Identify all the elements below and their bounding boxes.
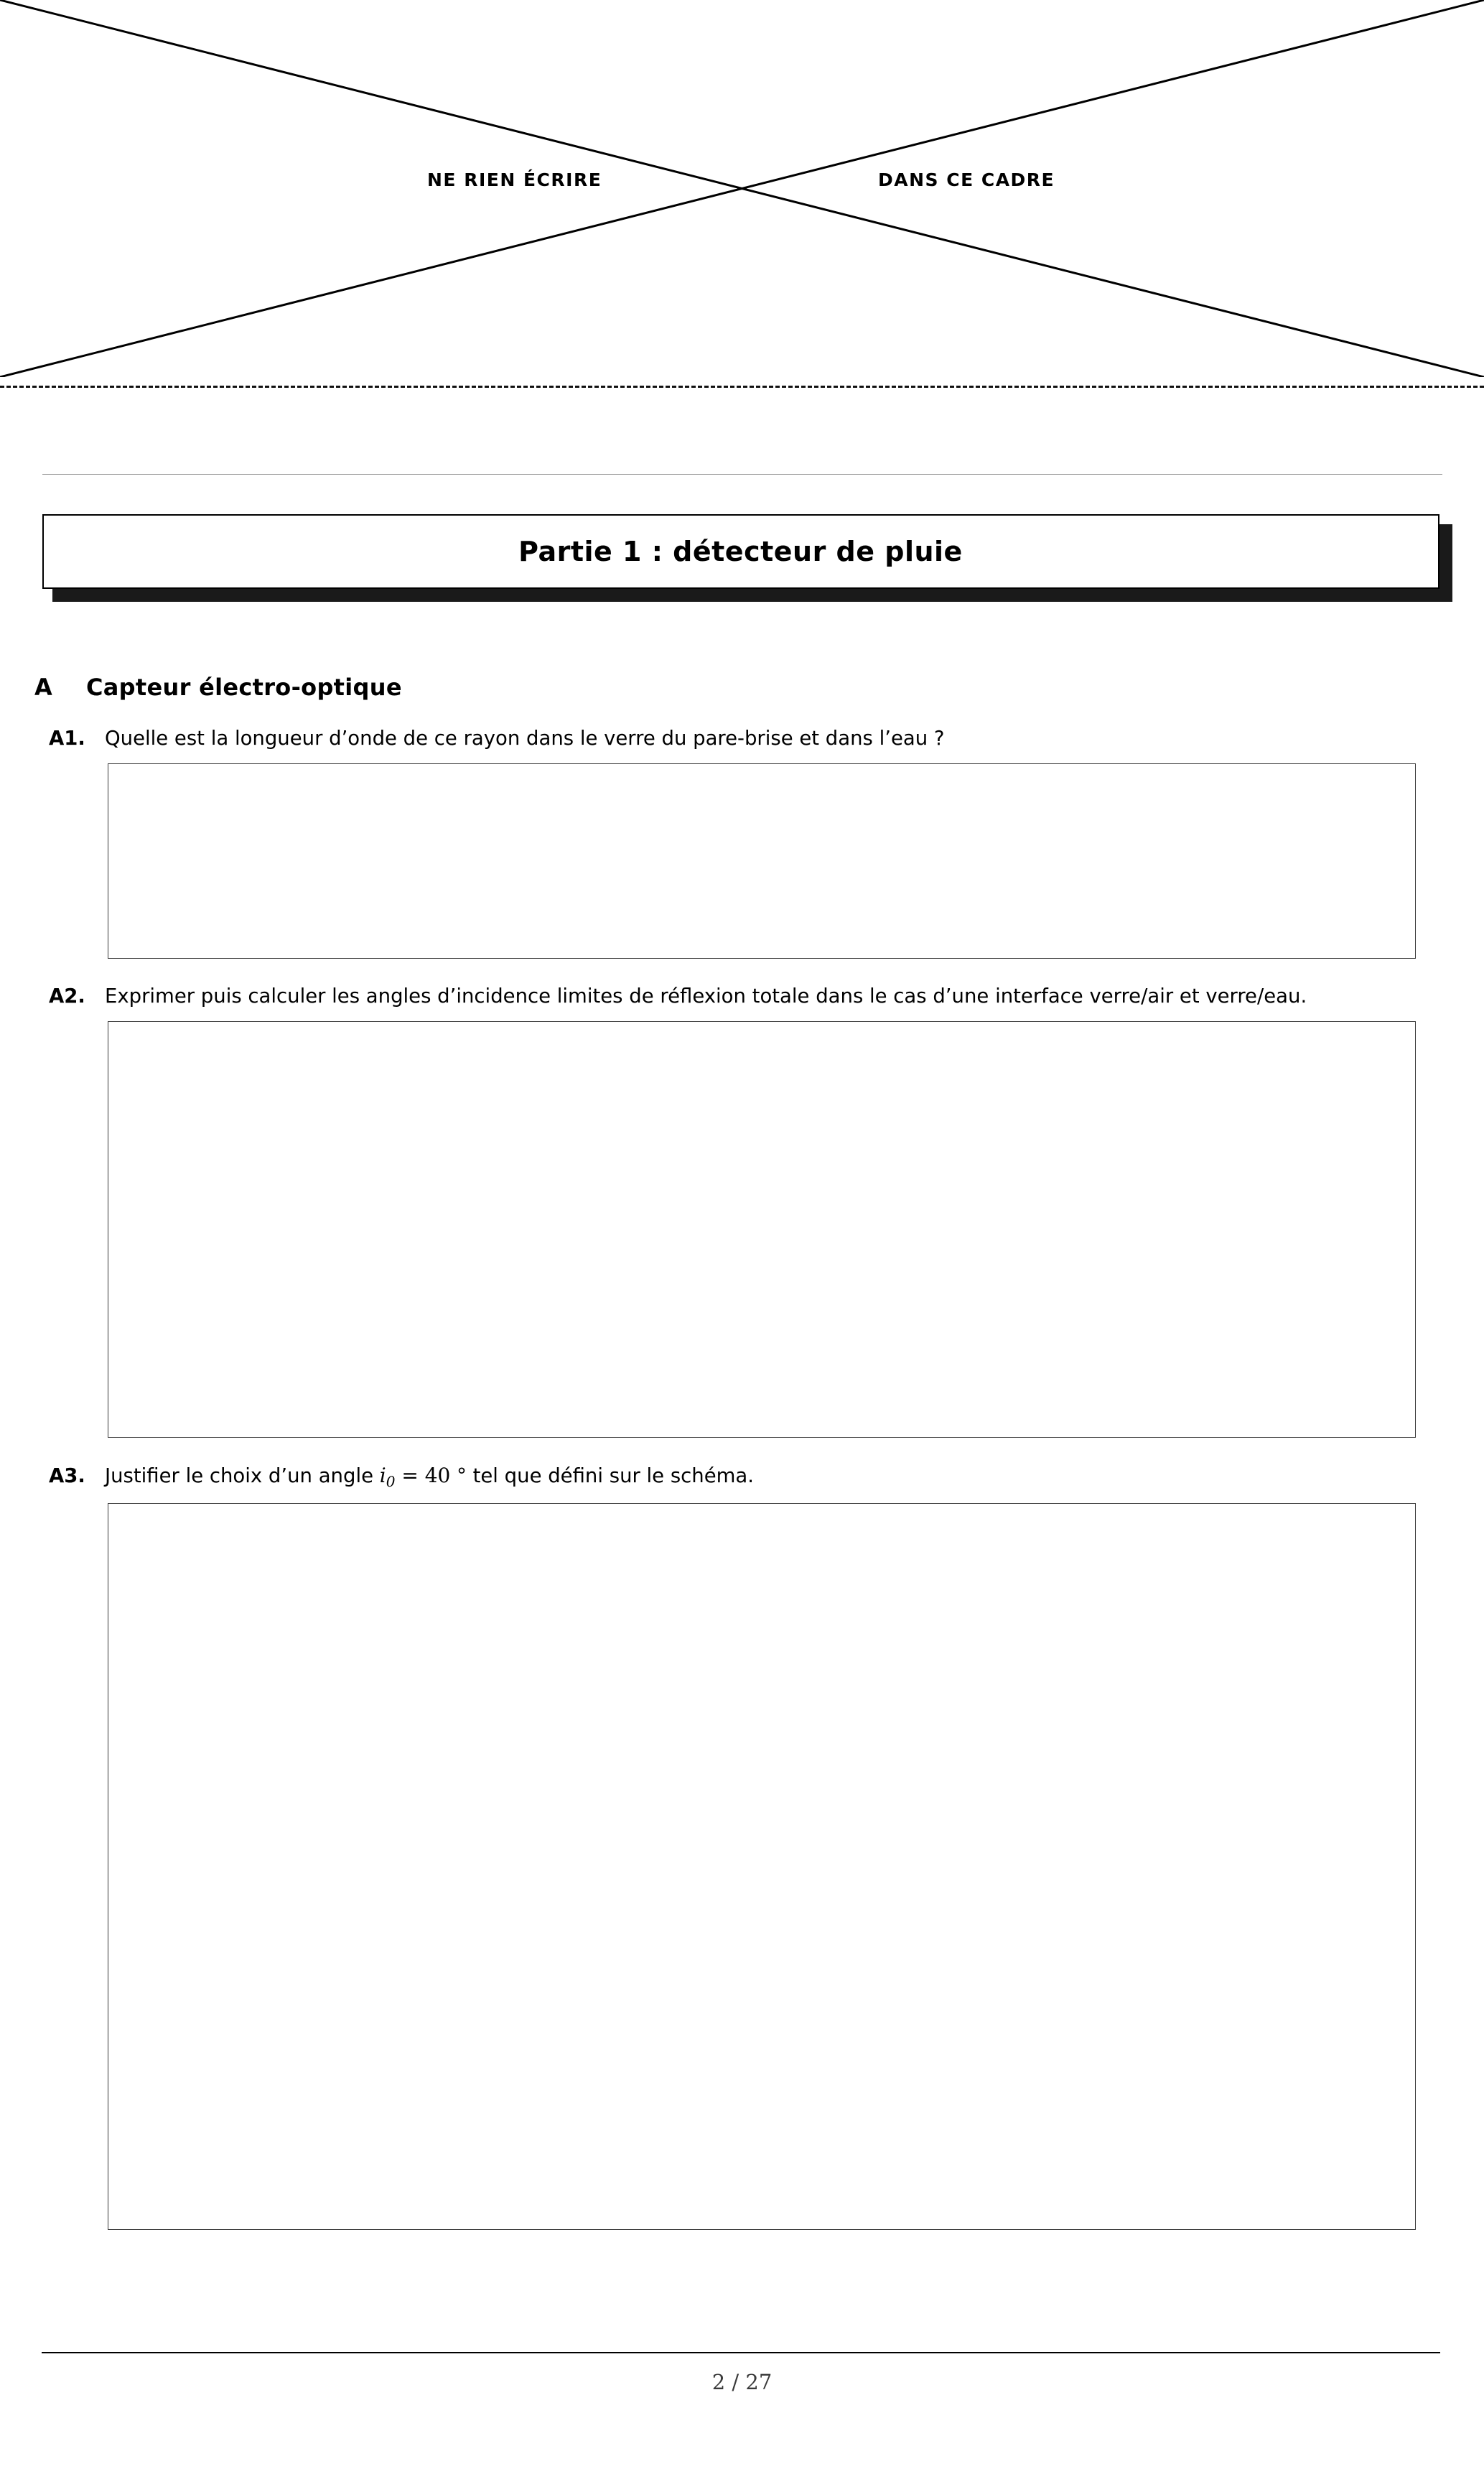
question-a2-label: A2. (49, 985, 85, 1008)
question-a1-text: Quelle est la longueur d’onde de ce rayon dans le verre du pare-brise et dans l’eau ? (105, 727, 945, 750)
no-write-label-left: NE RIEN ÉCRIRE (420, 167, 609, 193)
question-a2-text: Exprimer puis calculer les angles d’incidence limites de réflexion totale dans le cas d’une interface verre/air et verre/eau. (105, 985, 1307, 1008)
question-a3-text-before: Justifier le choix d’un angle (105, 1464, 380, 1488)
question-a3-text (105, 1462, 754, 1492)
section-letter: A (34, 674, 53, 701)
answer-box-a2[interactable] (108, 1021, 1416, 1438)
section-heading (34, 674, 1484, 701)
no-write-label-right: DANS CE CADRE (871, 167, 1062, 193)
question-a3-label: A3. (49, 1464, 85, 1488)
angle-subscript: 0 (386, 1473, 396, 1491)
crossed-out-area-icon (0, 0, 1484, 377)
question-a2 (49, 983, 1484, 1010)
dashed-separator (0, 386, 1484, 388)
banner-box (42, 514, 1439, 589)
page-number: 2 / 27 (711, 2370, 773, 2394)
question-a3-text-after: tel que défini sur le schéma. (466, 1464, 755, 1488)
question-a3 (49, 1462, 1484, 1492)
answer-box-a3[interactable] (108, 1503, 1416, 2230)
part-title: Partie 1 : détecteur de pluie (518, 536, 963, 567)
angle-value: 40 (424, 1464, 451, 1488)
section-title: Capteur électro-optique (86, 674, 402, 701)
no-write-zone (0, 0, 1484, 388)
angle-unit: ° (450, 1464, 467, 1488)
part-banner (42, 514, 1442, 589)
page-body (0, 402, 1484, 2230)
answer-box-a1[interactable] (108, 763, 1416, 959)
footer-rule (42, 2352, 1440, 2353)
question-a1 (49, 725, 1484, 752)
angle-equals: = (395, 1464, 425, 1488)
top-rule (42, 474, 1442, 475)
angle-symbol: i (379, 1464, 386, 1488)
question-a1-label: A1. (49, 727, 85, 750)
